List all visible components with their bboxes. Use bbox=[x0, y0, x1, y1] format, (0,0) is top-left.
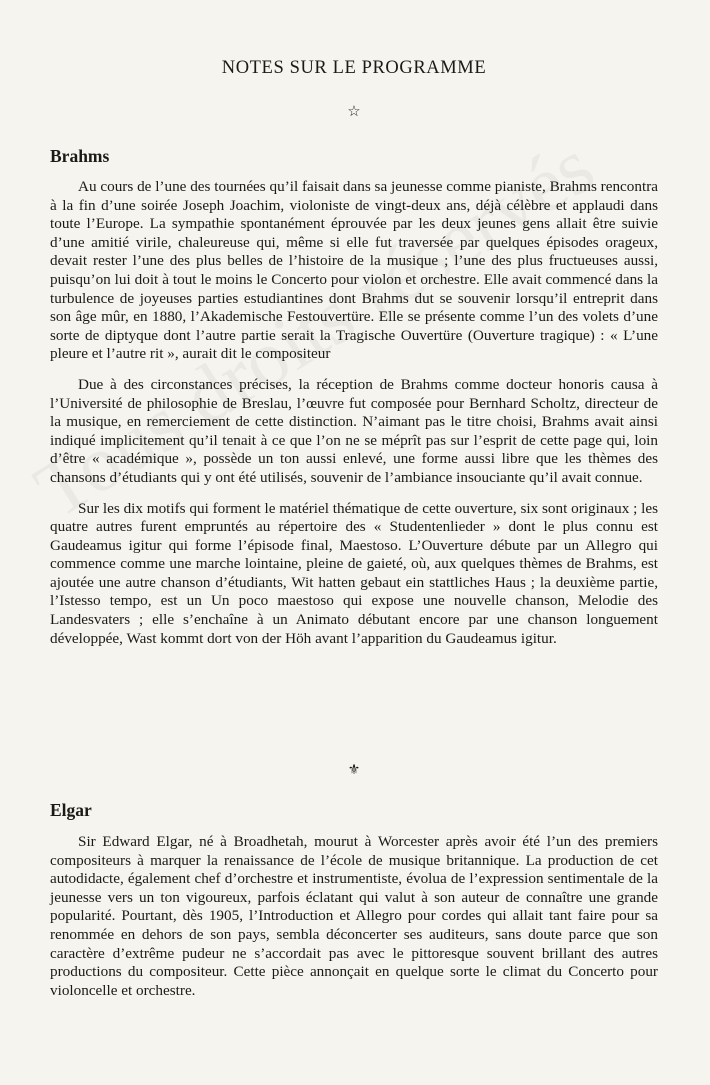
paragraph: Due à des circonstances précises, la réception de Brahms comme docteur honoris causa à l’Université de philosophie de Breslau, l’œuvre fut composée pour Bernhard Scholtz, directeur de la musique, en remerciement de cette distinction. N’aimant pas le titre choisi, Brahms avait ainsi indiqué implicitement qu’il tenait à ce que l’on ne se méprît pas sur l’esprit de cette page qui, loin d’être « académique », possède un ton aussi enlevé, une forme aussi libre que les thèmes des chansons d’étudiants qui y ont été utilisés, souvenir de l’ambiance insouciante qu’il avait connue. bbox=[50, 375, 658, 486]
paragraph: Sur les dix motifs qui forment le matériel thématique de cette ouverture, six sont originaux ; les quatre autres furent empruntés au répertoire des « Studentenlieder » dont le plus connu est Gaudeamus igitur qui forme l’épisode final, Maestoso. L’Ouverture débute par un Allegro qui commence comme une marche lointaine, pleine de gaieté, où, aux quelques thèmes de Brahms, est ajoutée une autre chanson d’étudiants, Wit hatten gebaut ein stattliches Haus ; la deuxième partie, l’Istesso tempo, est un Un poco maestoso qui expose une nouvelle chanson, Melodie des Landesvaters ; elle s’enchaîne à un Animato débutant encore par une chanson longuement développée, Wast kommt dort von der Höh avant l’apparition du Gaudeamus igitur. bbox=[50, 499, 658, 647]
section-body-brahms bbox=[50, 178, 658, 660]
paragraph: Au cours de l’une des tournées qu’il faisait dans sa jeunesse comme pianiste, Brahms rencontra à la fin d’une soirée Joseph Joachim, violoniste de vingt-deux ans, déjà célèbre et applaudi dans toute l’Europe. La sympathie spontanément éprouvée par les deux jeunes gens allait être suivie d’une amitié virile, chaleureuse qui, même si elle fut traversée par quelques épisodes orageux, devait rester l’une des plus belles de l’histoire de la musique ; l’une des plus fructueuses aussi, puisqu’on lui doit à tout le moins le Concerto pour violon et orchestre. Elle avait commencé dans la turbulence de joyeuses parties estudiantines dont Brahms dut se souvenir lorsqu’il entreprit dans son âge mûr, en 1880, l’Akademische Festouvertüre. Elle se présente comme l’un des volets d’une sorte de diptyque dont l’autre partie serait la Tragische Ouvertüre (Ouverture tragique) : « L’une pleure et l’autre rit », aurait dit le compositeur bbox=[50, 178, 658, 363]
paragraph: Sir Edward Elgar, né à Broadhetah, mourut à Worcester après avoir été l’un des premiers compositeurs à marquer la renaissance de l’école de musique britannique. La production de cet autodidacte, également chef d’orchestre et instrumentiste, évolua de l’expression sentimentale de la jeunesse vers un ton vigoureux, parfois éclatant qui valut à son auteur de connaître une grande popularité. Pourtant, dès 1905, l’Introduction et Allegro pour cordes qui allait tant faire pour sa renommée en dehors de son pays, sembla déconcerter ses auditeurs, sans doute parce que son caractère d’extrême pudeur ne s’accordait pas avec le pittoresque souvent brillant des autres productions du compositeur. Cette pièce annonçait en quelque sorte le climat du Concerto pour violoncelle et orchestre. bbox=[50, 833, 658, 999]
star-icon: ☆ bbox=[347, 104, 361, 120]
ornament-icon: ⚜ bbox=[347, 763, 361, 778]
page-title: NOTES SUR LE PROGRAMME bbox=[221, 58, 487, 78]
section-heading-elgar: Elgar bbox=[50, 800, 92, 820]
section-heading-brahms: Brahms bbox=[50, 146, 110, 166]
section-body-elgar bbox=[50, 833, 658, 1012]
